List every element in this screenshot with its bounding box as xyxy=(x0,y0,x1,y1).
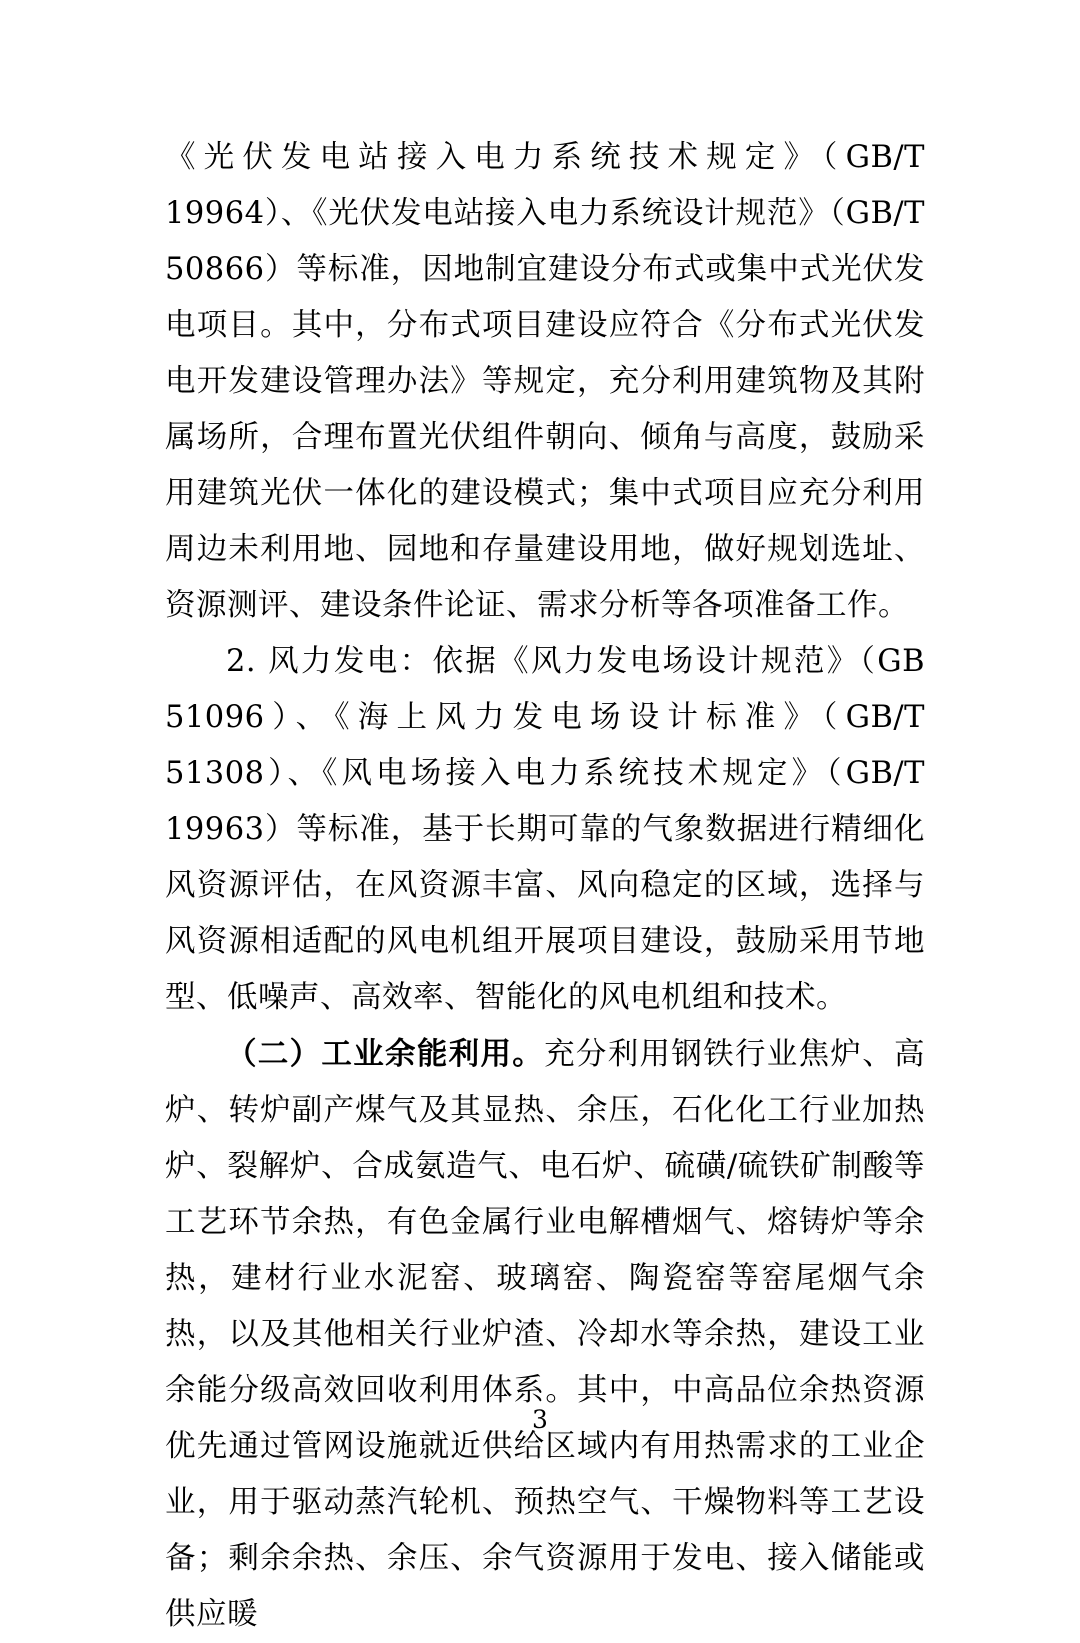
page-number: 3 xyxy=(532,1405,548,1434)
paragraph-solar-continued: 《光伏发电站接入电力系统技术规定》（GB/T 19964）、《光伏发电站接入电力系统设计规范》（GB/T 50866）等标准，因地制宜建设分布式或集中式光伏发电项目。其中，分布式项目建设应符合《分布式光伏发电开发建设管理办法》等规定，充分利用建筑物及其附属场所，合理布置光伏组件朝向、倾角与高度，鼓励采用建筑光伏一体化的建设模式；集中式项目应充分利用周边未利用地、园地和存量建设用地，做好规划选址、资源测评、建设条件论证、需求分析等各项准备工作。 xyxy=(165,140,925,623)
section-heading-industrial-waste-energy: （二）工业余能利用。 xyxy=(226,1036,545,1072)
paragraph-industrial-waste-energy xyxy=(165,1026,925,1643)
paragraph-wind-power: 2. 风力发电：依据《风力发电场设计规范》（GB 51096）、《海上风力发电场设计标准》（GB/T 51308）、《风电场接入电力系统技术规定》（GB/T 19963）等标准，基于长期可靠的气象数据进行精细化风资源评估，在风资源丰富、风向稳定的区域，选择与风资源相适配的风电机组开展项目建设，鼓励采用节地型、低噪声、高效率、智能化的风电机组和技术。 xyxy=(165,644,925,1015)
paragraph-industrial-waste-energy-text: 充分利用钢铁行业焦炉、高炉、转炉副产煤气及其显热、余压，石化化工行业加热炉、裂解炉、合成氨造气、电石炉、硫磺/硫铁矿制酸等工艺环节余热，有色金属行业电解槽烟气、熔铸炉等余热，建材行业水泥窑、玻璃窑、陶瓷窑等窑尾烟气余热，以及其他相关行业炉渣、冷却水等余热，建设工业余能分级高效回收利用体系。其中，中高品位余热资源优先通过管网设施就近供给区域内有用热需求的工业企业，用于驱动蒸汽轮机、预热空气、干燥物料等工艺设备；剩余余热、余压、余气资源用于发电、接入储能或供应暖 xyxy=(165,1037,926,1632)
